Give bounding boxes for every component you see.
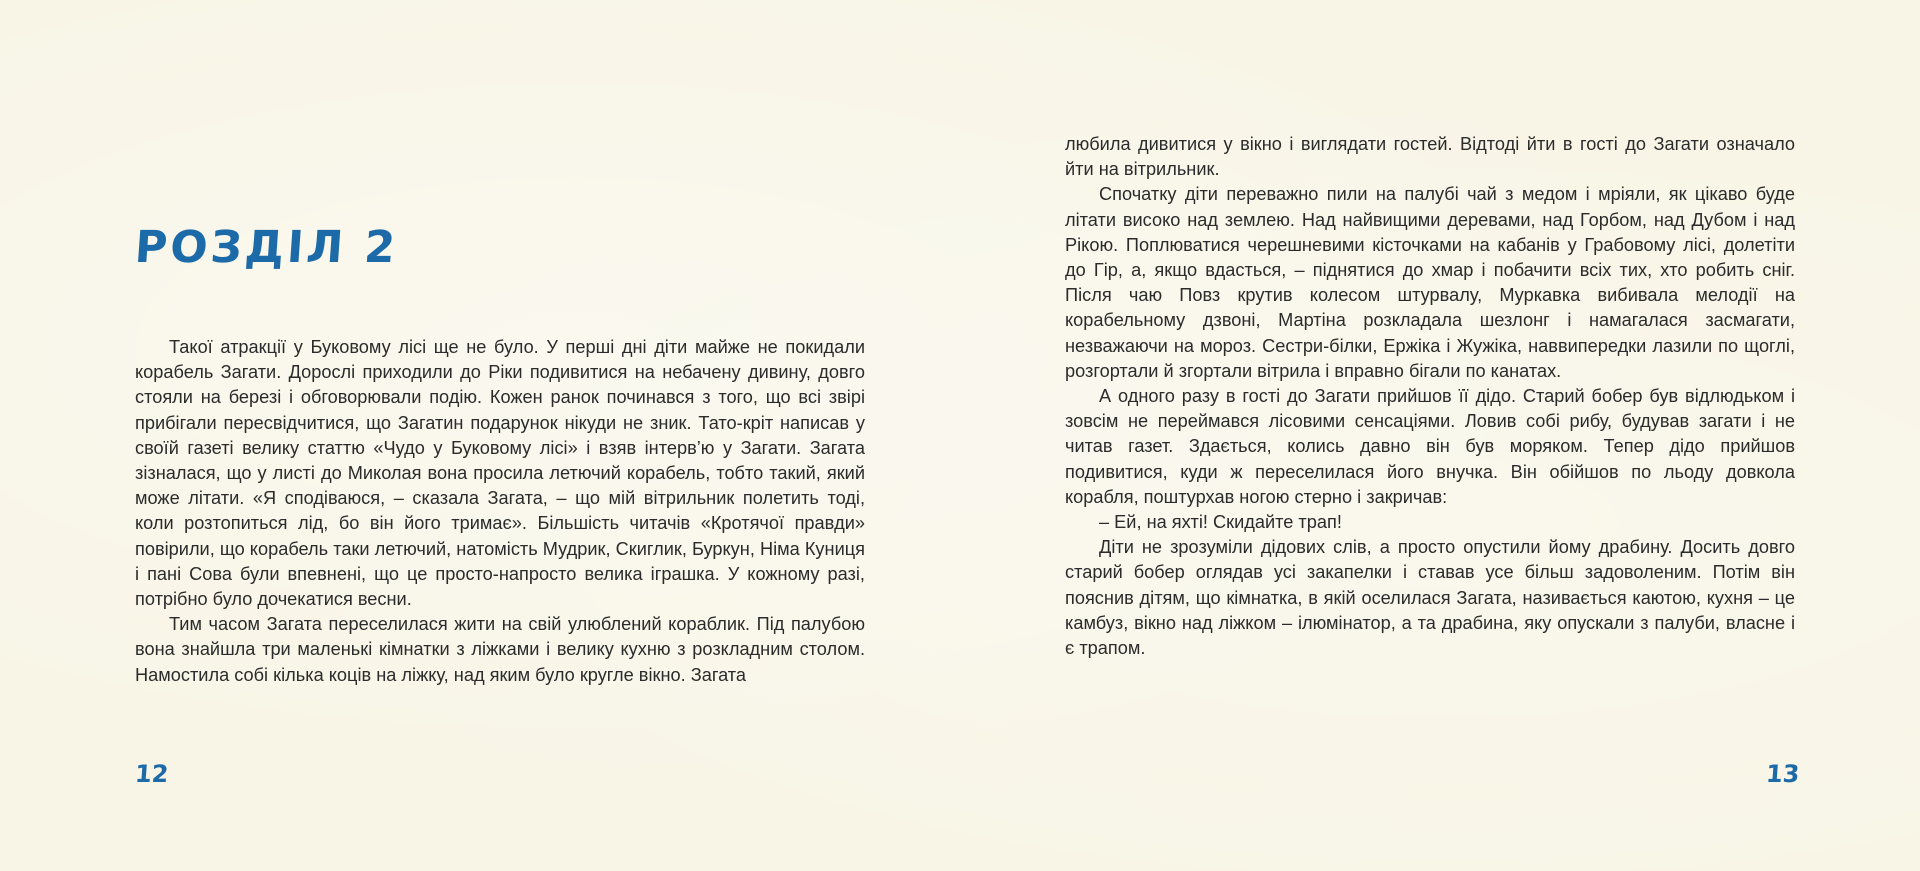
- left-page-text: [135, 335, 865, 688]
- page-number-right: 13: [1765, 760, 1801, 788]
- page-number-left: 12: [134, 760, 170, 788]
- paragraph: Спочатку діти переважно пили на палубі чай з медом і мріяли, як цікаво буде літати високо над землею. Над найвищими деревами, над Горбом, над Дубом і над Рікою. Поплюватися черешневими кісточками на кабанів у Грабовому лісі, долетіти до Гір, а, якщо вдасться, – піднятися до хмар і побачити всіх тих, хто робить сніг. Після чаю Повз крутив колесом штурвалу, Муркавка вибивала мелодії на корабельному дзвоні, Мартіна розкладала шезлонг і намагалася засмагати, незважаючи на мороз. Сестри-білки, Ержіка і Жужіка, наввипередки лазили по щоглі, розгортали й згортали вітрила і вправно бігали по канатах.: [1065, 184, 1795, 381]
- right-page: [960, 0, 1920, 871]
- paragraph: Такої атракції у Буковому лісі ще не було. У перші дні діти майже не покидали корабель Загати. Дорослі приходили до Ріки подивитися на небачену дивину, довго стояли на березі і обговорювали подію. Кожен ранок починався з того, що всі звірі прибігали пересвідчитися, що Загатин подарунок нікуди не зник. Тато-кріт написав у своїй газеті велику статтю «Чудо у Буковому лісі» і взяв інтерв’ю у Загати. Загата зізналася, що у листі до Миколая вона просила летючий корабель, тобто такий, який може літати. «Я сподіваюся, – сказала Загата, – що мій вітрильник полетить тоді, коли розтопиться лід, бо він його тримає». Більшість читачів «Кротячої правди» повірили, що корабель таки летючий, натомість Мудрик, Скиглик, Буркун, Німа Куниця і пані Сова були впевнені, що це просто-напросто велика іграшка. У кожному разі, потрібно було дочекатися весни.: [135, 337, 865, 610]
- dialogue-line: – Ей, на яхті! Скидайте трап!: [1099, 512, 1342, 533]
- chapter-title: РОЗДІЛ 2: [133, 222, 400, 273]
- paragraph: Тим часом Загата переселилася жити на свій улюблений кораблик. Під палубою вона знайшла три маленькі кімнатки з ліжками і велику кухню з розкладним столом. Намостила собі кілька коців на ліжку, над яким було кругле вікно. Загата: [135, 614, 865, 685]
- paragraph: Діти не зрозуміли дідових слів, а просто опустили йому драбину. Досить довго старий бобер оглядав усі закапелки і ставав усе більш задоволеним. Потім він пояснив дітям, що кімнатка, в якій оселилася Загата, називається каютою, кухня – це камбуз, вікно над ліжком – ілюмінатор, а та драбина, яку опускали з палуби, власне і є трапом.: [1065, 537, 1795, 659]
- paragraph: любила дивитися у вікно і виглядати гостей. Відтоді йти в гості до Загати означало йти на вітрильник.: [1065, 134, 1795, 180]
- right-page-text: [1065, 132, 1795, 661]
- paragraph: А одного разу в гості до Загати прийшов її дідо. Старий бобер був відлюдьком і зовсім не переймався лісовими сенсаціями. Ловив собі рибу, будував загати і не читав газет. Здається, колись давно він був моряком. Тепер дідо прийшов подивитися, куди ж переселилася його внучка. Він обійшов по льоду довкола корабля, поштурхав ногою стерно і закричав:: [1065, 386, 1795, 507]
